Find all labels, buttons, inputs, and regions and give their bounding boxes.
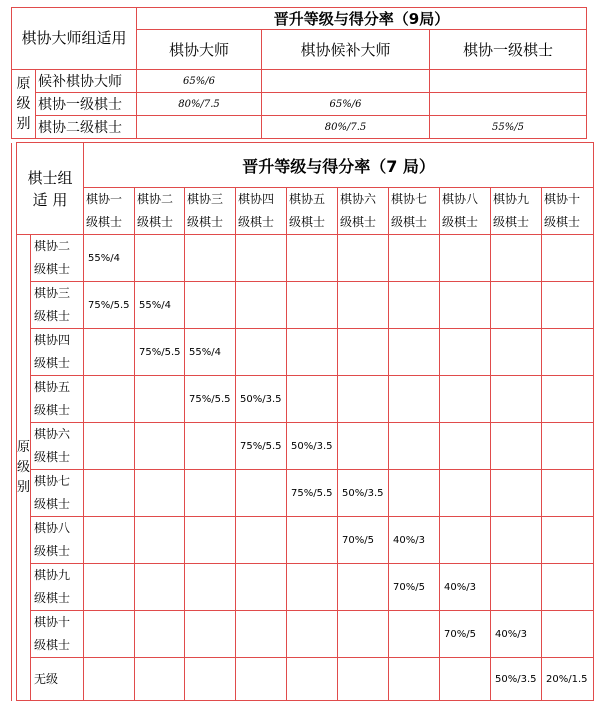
promotion-table-9-rounds <box>11 7 587 139</box>
column-header: 棋协一 级棋士 <box>84 188 135 235</box>
table-cell: 75%/5.5 <box>185 376 236 423</box>
table-cell <box>491 329 542 376</box>
column-header: 棋协六 级棋士 <box>338 188 389 235</box>
table-cell <box>185 423 236 470</box>
table-cell <box>287 235 338 282</box>
table-cell <box>338 564 389 611</box>
table-cell <box>338 376 389 423</box>
table-cell: 65%/6 <box>262 93 430 116</box>
row-header: 候补棋协大师 <box>36 70 137 93</box>
table-cell: 50%/3.5 <box>236 376 287 423</box>
table-cell <box>542 235 594 282</box>
table-cell <box>338 329 389 376</box>
table-cell <box>389 282 440 329</box>
table-cell <box>542 376 594 423</box>
table-cell <box>84 517 135 564</box>
table-cell <box>287 282 338 329</box>
original-level-label: 原 级 别 <box>12 70 36 139</box>
table-cell <box>287 658 338 701</box>
table-cell <box>236 517 287 564</box>
table-cell <box>542 423 594 470</box>
table-cell: 40%/3 <box>491 611 542 658</box>
row-header: 棋协八 级棋士 <box>31 517 84 564</box>
table-cell: 65%/6 <box>137 70 262 93</box>
row-header: 棋协二 级棋士 <box>31 235 84 282</box>
table-cell <box>185 235 236 282</box>
row-header: 棋协十 级棋士 <box>31 611 84 658</box>
table-cell <box>338 611 389 658</box>
table-cell <box>185 611 236 658</box>
table-cell: 55%/5 <box>430 116 587 139</box>
table-cell <box>135 423 185 470</box>
table-cell <box>491 376 542 423</box>
table-cell: 20%/1.5 <box>542 658 594 701</box>
table-cell <box>84 564 135 611</box>
table-cell <box>262 70 430 93</box>
table-cell <box>135 658 185 701</box>
column-header: 棋协四 级棋士 <box>236 188 287 235</box>
table-cell <box>542 517 594 564</box>
group-header: 棋协大师组适用 <box>12 8 137 70</box>
table-cell: 55%/4 <box>135 282 185 329</box>
column-header: 棋协九 级棋士 <box>491 188 542 235</box>
row-header: 无级 <box>31 658 84 701</box>
table-cell <box>491 282 542 329</box>
group-header: 棋士组 适 用 <box>17 143 84 235</box>
table-cell <box>542 282 594 329</box>
table-cell: 55%/4 <box>84 235 135 282</box>
table-cell <box>491 564 542 611</box>
row-header: 棋协九 级棋士 <box>31 564 84 611</box>
table-title: 晋升等级与得分率（9局） <box>137 8 587 30</box>
table-cell <box>236 564 287 611</box>
column-header: 棋协七 级棋士 <box>389 188 440 235</box>
row-header: 棋协六 级棋士 <box>31 423 84 470</box>
table-cell <box>135 564 185 611</box>
column-header: 棋协大师 <box>137 30 262 70</box>
table-cell <box>338 658 389 701</box>
table-cell <box>236 235 287 282</box>
table-cell <box>84 470 135 517</box>
column-header: 棋协八 级棋士 <box>440 188 491 235</box>
table-cell <box>338 235 389 282</box>
table-cell <box>287 517 338 564</box>
table-cell <box>440 470 491 517</box>
table-cell: 40%/3 <box>389 517 440 564</box>
table-cell <box>185 517 236 564</box>
row-header: 棋协五 级棋士 <box>31 376 84 423</box>
table-cell: 50%/3.5 <box>491 658 542 701</box>
table-cell <box>135 611 185 658</box>
table-cell <box>236 470 287 517</box>
table-cell <box>491 423 542 470</box>
table-cell: 75%/5.5 <box>135 329 185 376</box>
table-cell: 50%/3.5 <box>287 423 338 470</box>
table-cell: 70%/5 <box>389 564 440 611</box>
table-cell <box>185 470 236 517</box>
table-cell <box>440 329 491 376</box>
table-cell <box>185 658 236 701</box>
table-cell: 40%/3 <box>440 564 491 611</box>
table-cell <box>135 376 185 423</box>
table-cell: 55%/4 <box>185 329 236 376</box>
row-header: 棋协二级棋士 <box>36 116 137 139</box>
table-cell <box>542 470 594 517</box>
table-cell <box>491 235 542 282</box>
table-cell <box>135 235 185 282</box>
column-header: 棋协三 级棋士 <box>185 188 236 235</box>
table-cell <box>542 329 594 376</box>
table-cell <box>84 329 135 376</box>
table-cell <box>236 658 287 701</box>
table-cell <box>440 282 491 329</box>
table-cell <box>440 235 491 282</box>
table-cell <box>389 376 440 423</box>
table-cell: 75%/5.5 <box>236 423 287 470</box>
table-cell <box>185 282 236 329</box>
table-cell: 70%/5 <box>338 517 389 564</box>
table-cell <box>137 116 262 139</box>
table-cell <box>440 376 491 423</box>
table-cell <box>389 329 440 376</box>
table-cell <box>236 282 287 329</box>
table-cell <box>389 658 440 701</box>
table-cell <box>84 611 135 658</box>
column-header: 棋协二 级棋士 <box>135 188 185 235</box>
table-cell <box>135 517 185 564</box>
table-cell <box>542 611 594 658</box>
table-cell: 50%/3.5 <box>338 470 389 517</box>
table-cell <box>389 470 440 517</box>
row-header: 棋协七 级棋士 <box>31 470 84 517</box>
table-cell <box>287 611 338 658</box>
table-cell <box>440 517 491 564</box>
original-level-label: 原 级 别 <box>17 235 31 701</box>
table-cell <box>491 470 542 517</box>
table-cell <box>542 564 594 611</box>
table-title: 晋升等级与得分率（7 局） <box>84 143 594 188</box>
table-cell <box>389 423 440 470</box>
table-cell <box>440 423 491 470</box>
table-cell <box>236 611 287 658</box>
table-cell: 75%/5.5 <box>287 470 338 517</box>
table-cell: 70%/5 <box>440 611 491 658</box>
table-cell <box>135 470 185 517</box>
table-cell <box>84 423 135 470</box>
table-cell <box>430 70 587 93</box>
table-cell <box>338 423 389 470</box>
table-cell <box>389 611 440 658</box>
table-cell: 80%/7.5 <box>137 93 262 116</box>
table-cell <box>287 564 338 611</box>
table-cell <box>236 329 287 376</box>
column-header: 棋协候补大师 <box>262 30 430 70</box>
promotion-table-7-rounds <box>11 142 594 701</box>
table-cell <box>491 517 542 564</box>
row-header: 棋协四 级棋士 <box>31 329 84 376</box>
table-cell <box>338 282 389 329</box>
row-header: 棋协一级棋士 <box>36 93 137 116</box>
column-header: 棋协十 级棋士 <box>542 188 594 235</box>
table-cell <box>440 658 491 701</box>
table-cell: 80%/7.5 <box>262 116 430 139</box>
table-cell <box>84 376 135 423</box>
table-cell <box>389 235 440 282</box>
table-cell <box>287 376 338 423</box>
table-cell <box>287 329 338 376</box>
column-header: 棋协五 级棋士 <box>287 188 338 235</box>
table-cell <box>430 93 587 116</box>
table-cell <box>84 658 135 701</box>
table-cell: 75%/5.5 <box>84 282 135 329</box>
column-header: 棋协一级棋士 <box>430 30 587 70</box>
table-cell <box>185 564 236 611</box>
row-header: 棋协三 级棋士 <box>31 282 84 329</box>
